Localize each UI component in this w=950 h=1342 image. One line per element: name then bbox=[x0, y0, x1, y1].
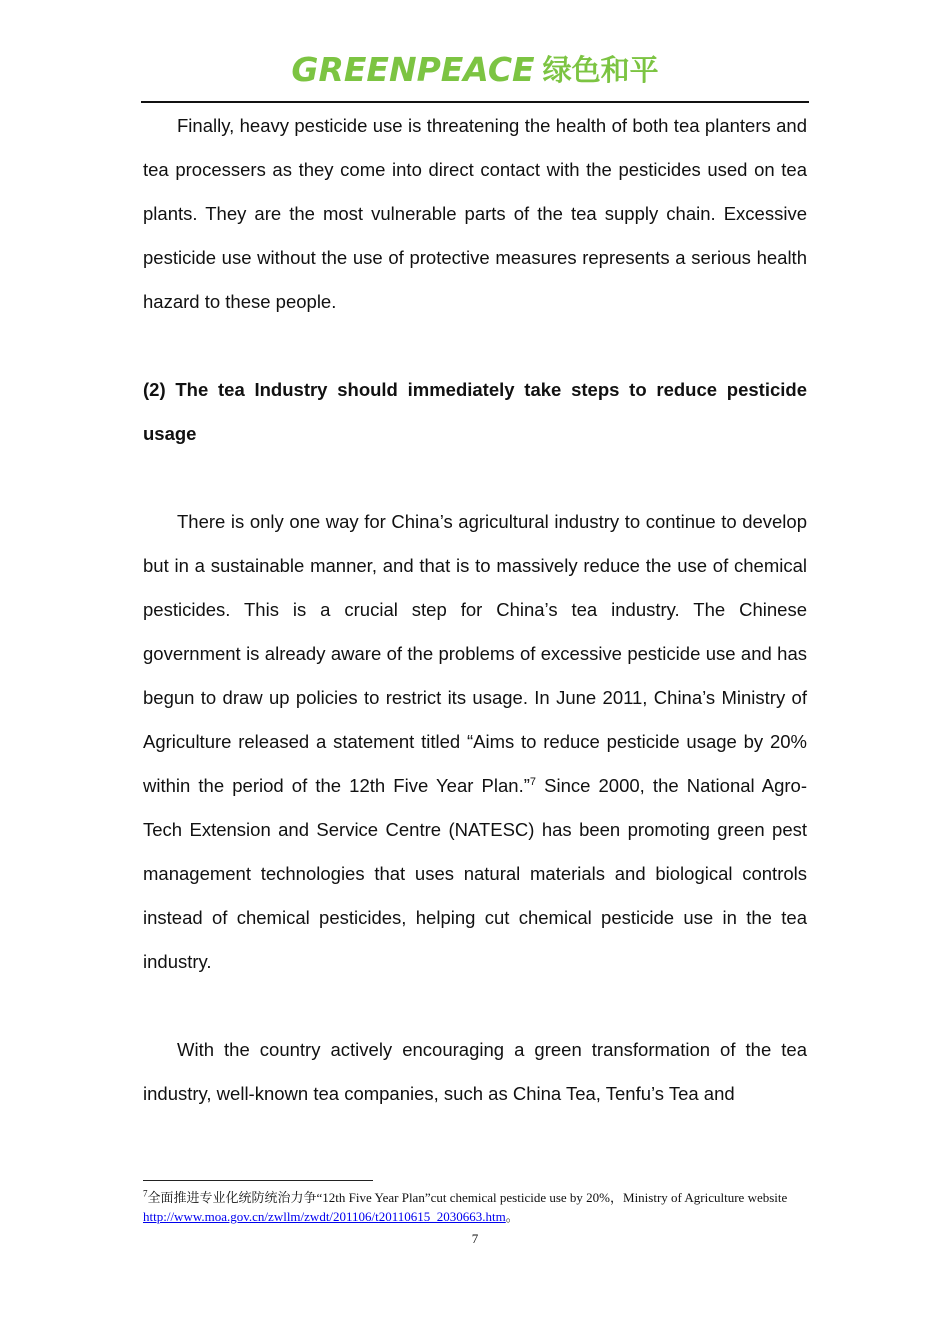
paragraph-spacer bbox=[143, 984, 807, 1028]
body-paragraph-companies: With the country actively encouraging a green transformation of the tea industry, well-known tea companies, such as China Tea, Tenfu’s Tea and bbox=[143, 1039, 807, 1104]
footnote-number: 7 bbox=[143, 1188, 148, 1199]
footnote-end-mark: 。 bbox=[505, 1209, 519, 1224]
footnote-text: 全面推进专业化统防统治力争“12th Five Year Plan”cut chemical pesticide use by 20%，Ministry of Agriculture website bbox=[147, 1190, 788, 1205]
policy-text-end: Since 2000, the National Agro-Tech Extension and Service Centre (NATESC) has been promoting green pest management technologies that uses natural materials and biological controls instead of chemical pesticides, helping cut chemical pesticide use in the tea industry. bbox=[143, 775, 807, 972]
greenpeace-logo-chinese: 绿色和平 bbox=[542, 53, 659, 87]
policy-text-start: There is only one way for China’s agricultural industry to continue to develop but in a sustainable manner, and that is to massively reduce the use of chemical pesticides. This is a crucial step for China’s tea industry. The Chinese government is already aware of the problems of excessive pesticide use and has begun to draw up policies to restrict its usage. In June 2011, China’s Ministry of Agriculture released a statement titled “Aims to reduce pesticide usage by 20% within the period of the 12th Five Year Plan.” bbox=[143, 511, 807, 796]
footnote-reference[interactable]: 7 bbox=[529, 775, 536, 788]
section-heading: (2) The tea Industry should immediately take steps to reduce pesticide usage bbox=[143, 379, 807, 444]
paragraph-spacer bbox=[143, 324, 807, 368]
footnote-divider bbox=[143, 1180, 373, 1181]
footnote-link[interactable]: http://www.moa.gov.cn/zwllm/zwdt/201106/t20110615_2030663.htm bbox=[143, 1209, 506, 1224]
paragraph-spacer bbox=[143, 456, 807, 500]
body-paragraph-health: Finally, heavy pesticide use is threatening the health of both tea planters and tea processers as they come into direct contact with the pesticides used on tea plants. They are the most vulnerable parts of the tea supply chain. Excessive pesticide use without the use of protective measures represents a serious health hazard to these people. bbox=[143, 115, 807, 312]
header-divider bbox=[141, 101, 809, 103]
footnote bbox=[143, 1188, 807, 1226]
page-header bbox=[0, 48, 950, 92]
body-paragraph-policy bbox=[143, 500, 807, 984]
page-number: 7 bbox=[471, 1231, 479, 1246]
greenpeace-logo: GREENPEACE bbox=[291, 50, 535, 89]
document-body bbox=[143, 104, 807, 1116]
